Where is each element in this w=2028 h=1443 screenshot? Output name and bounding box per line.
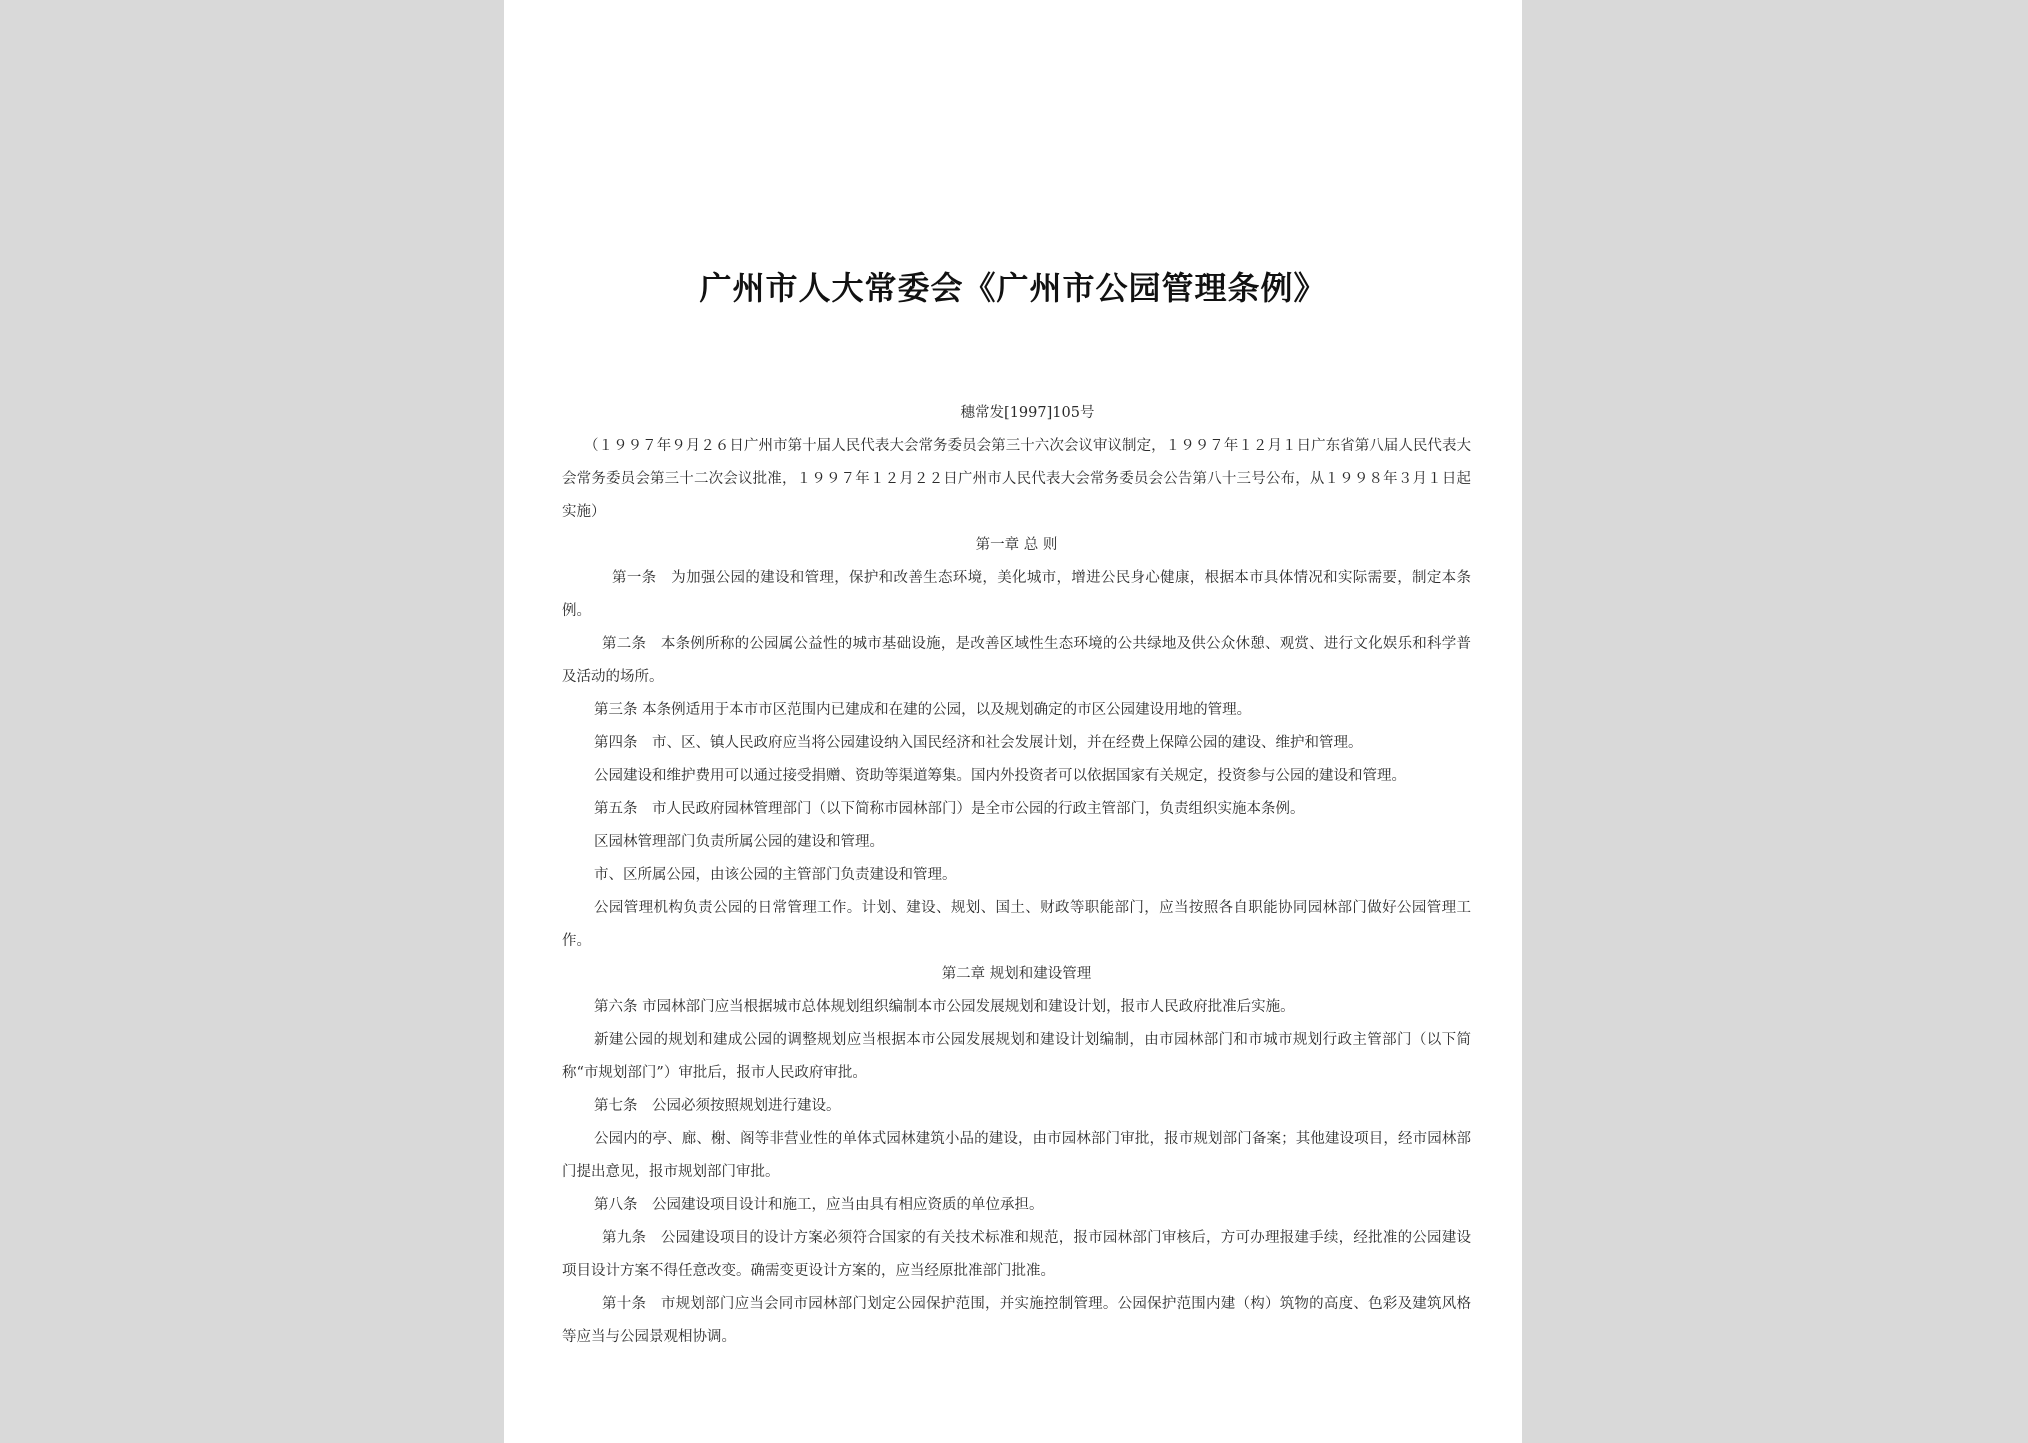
article-paragraph: 第六条 市园林部门应当根据城市总体规划组织编制本市公园发展规划和建设计划，报市人民政府批准后实施。: [594, 999, 1295, 1015]
document-body: [562, 397, 1471, 1354]
article-paragraph: 第三条 本条例适用于本市市区范围内已建成和在建的公园，以及规划确定的市区公园建设用地的管理。: [594, 702, 1252, 718]
article-paragraph: 第一条 为加强公园的建设和管理，保护和改善生态环境，美化城市，增进公民身心健康，根据本市具体情况和实际需要，制定本条例。: [562, 570, 1471, 619]
article-paragraph: 公园内的亭、廊、榭、阁等非营业性的单体式园林建筑小品的建设，由市园林部门审批，报市规划部门备案；其他建设项目，经市园林部门提出意见，报市规划部门审批。: [562, 1131, 1471, 1180]
chapter-heading: 第一章 总 则: [975, 537, 1058, 553]
article-paragraph: 第十条 市规划部门应当会同市园林部门划定公园保护范围，并实施控制管理。公园保护范围内建（构）筑物的高度、色彩及建筑风格等应当与公园景观相协调。: [562, 1296, 1471, 1345]
article-paragraph: 新建公园的规划和建成公园的调整规划应当根据本市公园发展规划和建设计划编制，由市园林部门和市城市规划行政主管部门（以下简称“市规划部门”）审批后，报市人民政府审批。: [562, 1032, 1471, 1081]
document-number: 穗常发[1997]105号: [960, 405, 1095, 421]
article-paragraph: 第九条 公园建设项目的设计方案必须符合国家的有关技术标准和规范，报市园林部门审核后，方可办理报建手续，经批准的公园建设项目设计方案不得任意改变。确需变更设计方案的，应当经原批准部门批准。: [562, 1230, 1471, 1279]
document-page: [504, 0, 1522, 1443]
publication-note: （１９９７年９月２６日广州市第十届人民代表大会常务委员会第三十六次会议审议制定，１９９７年１２月１日广东省第八届人民代表大会常务委员会第三十二次会议批准，１９９７年１２月２２日广州市人民代表大会常务委员会公告第八十三号公布，从１９９８年３月１日起实施）: [562, 438, 1471, 520]
article-paragraph: 区园林管理部门负责所属公园的建设和管理。: [594, 834, 884, 850]
article-paragraph: 第七条 公园必须按照规划进行建设。: [594, 1098, 841, 1114]
article-paragraph: 第八条 公园建设项目设计和施工，应当由具有相应资质的单位承担。: [594, 1197, 1044, 1213]
article-paragraph: 公园建设和维护费用可以通过接受捐赠、资助等渠道筹集。国内外投资者可以依据国家有关规定，投资参与公园的建设和管理。: [594, 768, 1406, 784]
article-paragraph: 第二条 本条例所称的公园属公益性的城市基础设施，是改善区域性生态环境的公共绿地及供公众休憩、观赏、进行文化娱乐和科学普及活动的场所。: [562, 636, 1471, 685]
document-title: 广州市人大常委会《广州市公园管理条例》: [699, 269, 1327, 307]
article-paragraph: 第四条 市、区、镇人民政府应当将公园建设纳入国民经济和社会发展计划，并在经费上保障公园的建设、维护和管理。: [594, 735, 1363, 751]
chapter-heading: 第二章 规划和建设管理: [941, 966, 1092, 982]
article-paragraph: 公园管理机构负责公园的日常管理工作。计划、建设、规划、国土、财政等职能部门，应当按照各自职能协同园林部门做好公园管理工作。: [562, 900, 1471, 949]
article-paragraph: 市、区所属公园，由该公园的主管部门负责建设和管理。: [594, 867, 957, 883]
article-paragraph: 第五条 市人民政府园林管理部门（以下简称市园林部门）是全市公园的行政主管部门，负责组织实施本条例。: [594, 801, 1305, 817]
